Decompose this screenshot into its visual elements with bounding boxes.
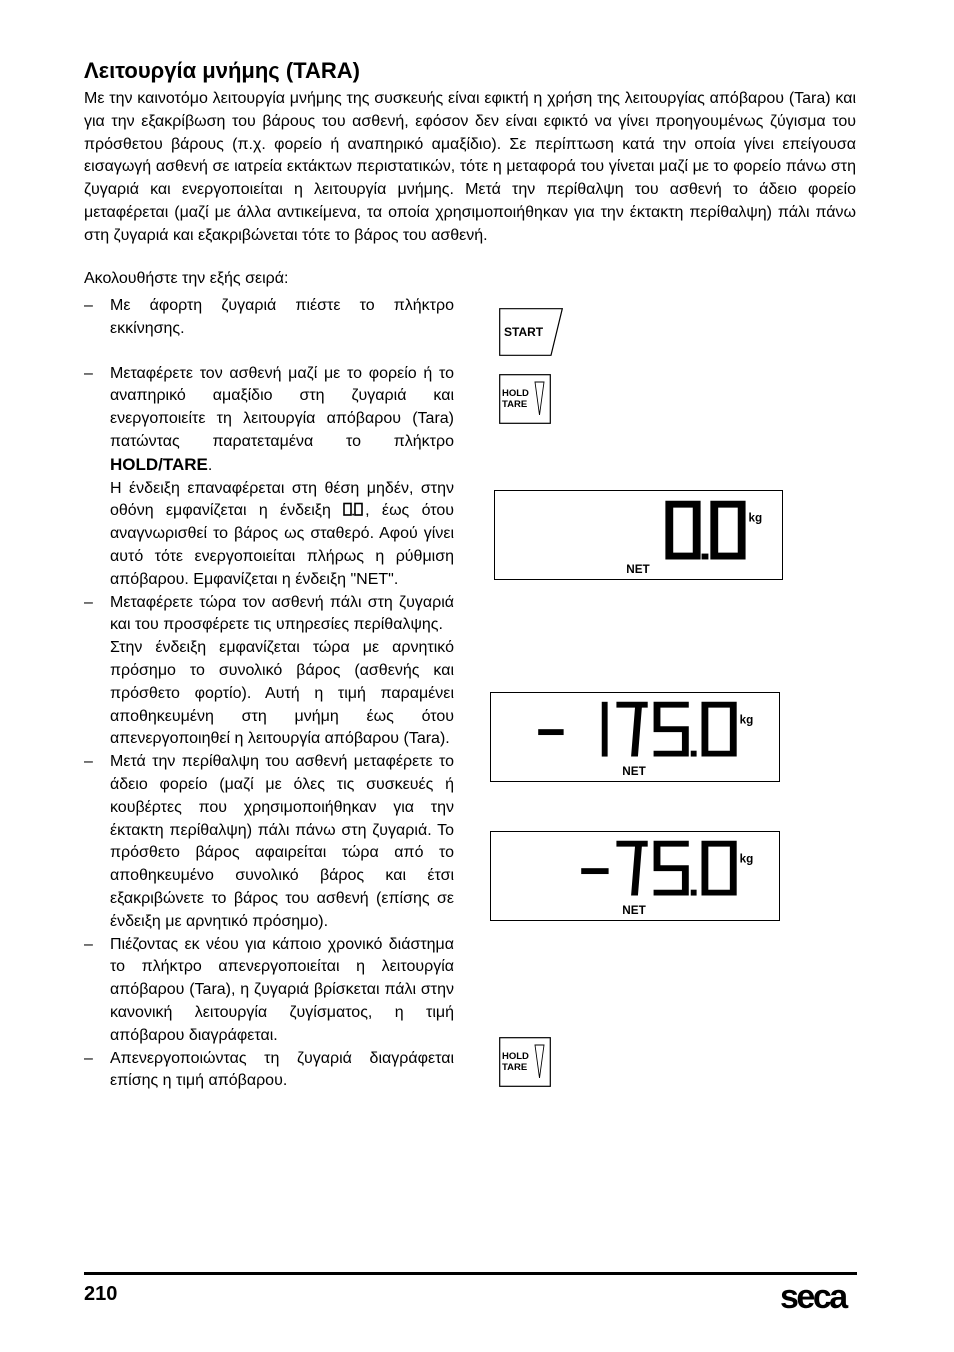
step-2-note-a: Η ένδειξη επαναφέρεται στη θέση μηδέν, στην οθόνη εμφανίζεται η ένδειξη: [110, 479, 454, 520]
step-2-text-a: Μεταφέρετε τον ασθενή μαζί με το φορείο ή το αναπηρικό αμαξίδιο στη ζυγαριά και ενεργοποιείτε τη λειτουργία απόβαρου (Tara) πατώντας παρατεταμένα το πλήκτρο: [110, 364, 454, 450]
brand-logo-text: seca: [780, 1278, 846, 1314]
step-6-text: Απενεργοποιώντας τη ζυγαριά διαγράφεται επίσης η τιμή απόβαρου.: [110, 1049, 454, 1090]
step-4: [84, 751, 454, 933]
step-6: [84, 1048, 454, 1094]
display-net-label: NET: [622, 904, 646, 918]
display-minus-75-digits: [581, 841, 736, 896]
display-zero-digits: [665, 501, 745, 560]
display-minus-175-digits: [538, 702, 736, 757]
step-3: [84, 592, 454, 752]
page-title: Λειτουργία μνήμης (TARA): [84, 58, 360, 83]
steps-list: [84, 295, 454, 1093]
step-1: [84, 295, 454, 341]
page-number: 210: [84, 1283, 118, 1305]
inline-zero-display-icon: [343, 502, 365, 517]
step-2-period: .: [207, 456, 213, 474]
display-minus-75: [490, 831, 780, 921]
start-key-label: START: [504, 325, 544, 339]
follow-instruction: Ακολουθήστε την εξής σειρά:: [84, 270, 289, 287]
hold-key-label: HOLD: [502, 388, 529, 399]
step-4-text: Μετά την περίθαλψη του ασθενή μεταφέρετε το άδειο φορείο (μαζί με όλες τις συσκευές ή κουβέρτες που χρησιμοποιήθηκαν για την έκτακτη περίθαλψη) πάλι πάνω στη ζυγαριά. Το πρόσθετο βάρος αφαιρείται τώρα από το αποθηκευμένο συνολικό βάρος και έτσι εξακριβώνετε το βάρος του ασθενή (επίσης σε ένδειξη με αρνητικό πρόσημο).: [110, 753, 454, 930]
display-unit: kg: [739, 852, 754, 866]
step-5: [84, 934, 454, 1048]
dash-marker: –: [84, 297, 93, 314]
display-zero: [494, 490, 783, 580]
tare-key-label: TARE: [502, 399, 528, 410]
dash-marker: –: [84, 593, 93, 611]
dash-marker: –: [84, 1049, 93, 1067]
hold-tare-key-label: HOLD/TARE: [110, 454, 208, 474]
step-1-text: Με άφορτη ζυγαριά πιέστε το πλήκτρο εκκίνησης.: [110, 297, 454, 337]
step-2-text: [110, 363, 454, 478]
step-2: [84, 363, 454, 592]
dash-marker: –: [84, 364, 93, 382]
display-unit: kg: [748, 511, 763, 525]
display-minus-175: [490, 692, 780, 782]
display-net-label: NET: [622, 765, 646, 779]
step-3-text: Μεταφέρετε τώρα τον ασθενή πάλι στη ζυγαριά και του προσφέρετε τις υπηρεσίες περίθαλψης.: [110, 593, 454, 634]
hold-tare-key-icon: [499, 1037, 551, 1087]
hold-tare-key-icon: [499, 374, 551, 424]
seca-logo: [780, 1278, 858, 1314]
intro-paragraph: Με την καινοτόμο λειτουργία μνήμης της συσκευής είναι εφικτή η χρήση της λειτουργίας απόβαρου (Tara) και για την εξακρίβωση του βάρους του ασθενή, εφόσον δεν είναι εφικτό να γίνει προηγουμένως ζύγισμα του πρόσθετου βάρους (π.χ. φορείο ή αναπηρικό αμαξίδιο). Σε περίπτωση κατά την οποία γίνει επείγουσα εισαγωγή ασθενή σε ιατρεία εκτάκτων περιστατικών, τότε η μεταφορά του γίνεται μαζί με το φορείο πάνω στη ζυγαριά και ενεργοποιείται η λειτουργία μνήμης. Μετά την περίθαλψη του ασθενή το άδειο φορείο μεταφέρεται (μαζί με άλλα αντικείμενα, τα οποία χρησιμοποιήθηκαν για την έκτακτη περίθαλψη) πάλι πάνω στη ζυγαριά και εξακριβώνεται τότε το βάρος του ασθενή.: [84, 90, 856, 244]
dash-marker: –: [84, 935, 93, 953]
step-5-text: Πιέζοντας εκ νέου για κάποιο χρονικό διάστημα το πλήκτρο απενεργοποιείται η λειτουργία απόβαρου (Tara), η ζυγαριά βρίσκεται πάλι στην κανονική λειτουργία ζυγίσματος, η τιμή απόβαρου διαγράφεται.: [110, 935, 454, 1044]
dash-marker: –: [84, 753, 93, 771]
tare-key-label: TARE: [502, 1062, 528, 1073]
footer-rule: [84, 1272, 857, 1275]
display-net-label: NET: [626, 563, 650, 577]
step-2-note-b: , έως ότου αναγνωρισθεί το βάρος ως σταθερό. Αφού γίνει αυτό τότε ενεργοποιείται πλήρως η ρύθμιση απόβαρου. Εμφανίζεται η ένδειξη "NET".: [110, 502, 454, 588]
step-2-note: [110, 478, 454, 592]
hold-key-label: HOLD: [502, 1051, 529, 1062]
step-3-note: Στην ένδειξη εμφανίζεται τώρα με αρνητικό πρόσημο το συνολικό βάρος (ασθενής και πρόσθετο φορτίο). Αυτή η τιμή παραμένει αποθηκευμένη στη μνήμη έως ότου απενεργοποιηθεί η λειτουργία απόβαρου (Tara).: [110, 639, 454, 748]
display-unit: kg: [739, 713, 754, 727]
start-key-icon: [499, 308, 563, 356]
